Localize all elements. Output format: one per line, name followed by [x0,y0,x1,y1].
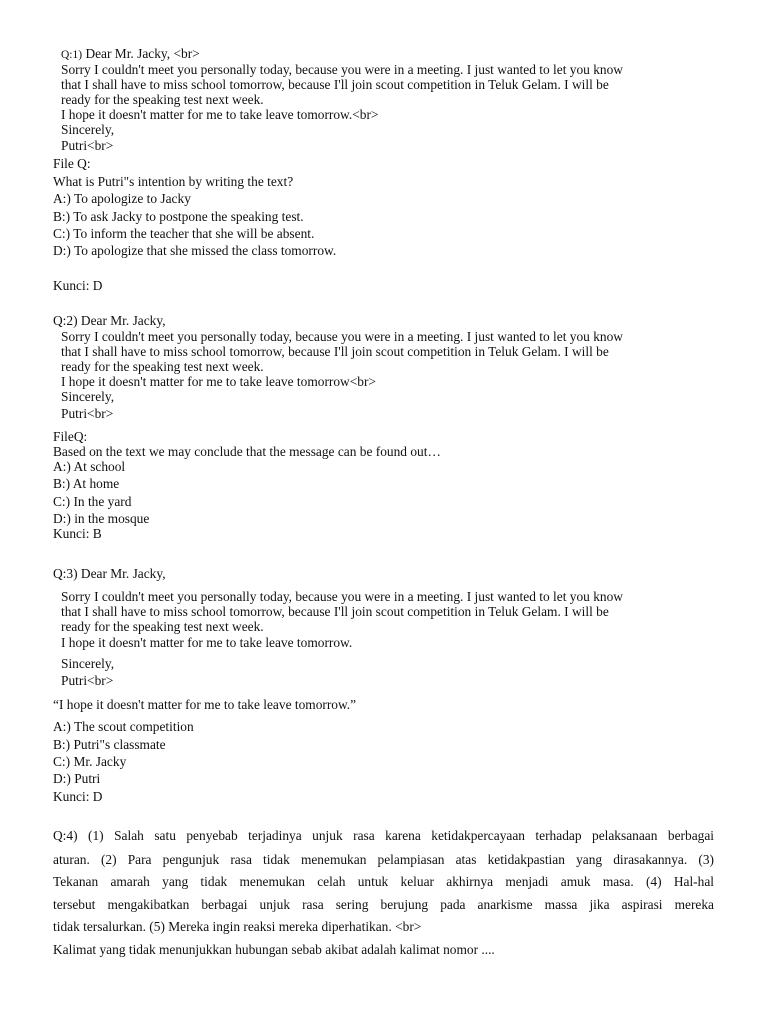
q1-letter-line: I hope it doesn't matter for me to take leave tomorrow.<br> [61,107,379,122]
q3-option-d: D:) Putri [53,771,101,786]
q3-option-c: C:) Mr. Jacky [53,754,127,769]
q4-paragraph-line: Q:4) (1) Salah satu penyebab terjadinya unjuk rasa karena ketidakpercayaan terhadap pelaksanaan berbagai [53,828,714,843]
q1-option-c: C:) To inform the teacher that she will be absent. [53,226,315,241]
q2-letter-line: Putri<br> [61,406,114,421]
q3-quote: “I hope it doesn't matter for me to take leave tomorrow.” [53,697,357,712]
q1-question: What is Putri"s intention by writing the text? [53,174,294,189]
q3-letter-line: Sorry I couldn't meet you personally today, because you were in a meeting. I just wanted to let you know [61,589,623,604]
q1-option-b: B:) To ask Jacky to postpone the speaking test. [53,209,304,224]
q3-option-a: A:) The scout competition [53,719,194,734]
q2-letter-line: I hope it doesn't matter for me to take leave tomorrow<br> [61,374,376,389]
q2-option-a: A:) At school [53,459,126,474]
q1-letter-line: Sincerely, [61,122,115,137]
q4-paragraph-line: tersebut mengakibatkan berbagai unjuk rasa sering berujung pada anarkisme massa jika aspirasi mereka [53,897,714,912]
q1-option-d: D:) To apologize that she missed the class tomorrow. [53,243,337,258]
q1-letter-line: that I shall have to miss school tomorrow, because I'll join scout competition in Teluk Gelam. I will be [61,77,609,92]
q3-letter-line: Sincerely, [61,656,115,671]
q1-letter-line: ready for the speaking test next week. [61,92,264,107]
q2-letter-line: Sorry I couldn't meet you personally today, because you were in a meeting. I just wanted to let you know [61,329,623,344]
q3-option-b: B:) Putri"s classmate [53,737,166,752]
q2-letter-line: Sincerely, [61,389,115,404]
q1-file-label: File Q: [53,156,91,171]
q2-answer-key: Kunci: B [53,526,102,541]
q1-greeting: Q:1) Dear Mr. Jacky, <br> [61,46,200,61]
q3-letter-line: that I shall have to miss school tomorrow, because I'll join scout competition in Teluk Gelam. I will be [61,604,609,619]
q2-letter-line: that I shall have to miss school tomorrow, because I'll join scout competition in Teluk Gelam. I will be [61,344,609,359]
q2-letter-line: ready for the speaking test next week. [61,359,264,374]
q2-file-label: FileQ: [53,429,88,444]
q2-question: Based on the text we may conclude that the message can be found out… [53,444,441,459]
q4-paragraph-last-line: tidak tersalurkan. (5) Mereka ingin reaksi mereka diperhatikan. <br> [53,919,422,934]
q4-paragraph-line: aturan. (2) Para pengunjuk rasa tidak menemukan pelampiasan atas ketidakpastian yang dirasakannya. (3) [53,852,714,867]
q4-question: Kalimat yang tidak menunjukkan hubungan sebab akibat adalah kalimat nomor .... [53,942,495,957]
q3-letter-line: Putri<br> [61,673,114,688]
q3-letter-line: I hope it doesn't matter for me to take leave tomorrow. [61,635,353,650]
q2-greeting: Q:2) Dear Mr. Jacky, [53,313,166,328]
q1-letter-line: Putri<br> [61,138,114,153]
q3-greeting: Q:3) Dear Mr. Jacky, [53,566,166,581]
q4-paragraph-line: Tekanan amarah yang tidak menemukan celah untuk keluar akhirnya menjadi amuk masa. (4) Hal-hal [53,874,714,889]
q1-option-a: A:) To apologize to Jacky [53,191,191,206]
q3-letter-line: ready for the speaking test next week. [61,619,264,634]
q1-answer-key: Kunci: D [53,278,103,293]
q3-answer-key: Kunci: D [53,789,103,804]
q2-option-c: C:) In the yard [53,494,132,509]
q2-option-b: B:) At home [53,476,120,491]
q1-letter-line: Sorry I couldn't meet you personally today, because you were in a meeting. I just wanted to let you know [61,62,623,77]
q2-option-d: D:) in the mosque [53,511,150,526]
